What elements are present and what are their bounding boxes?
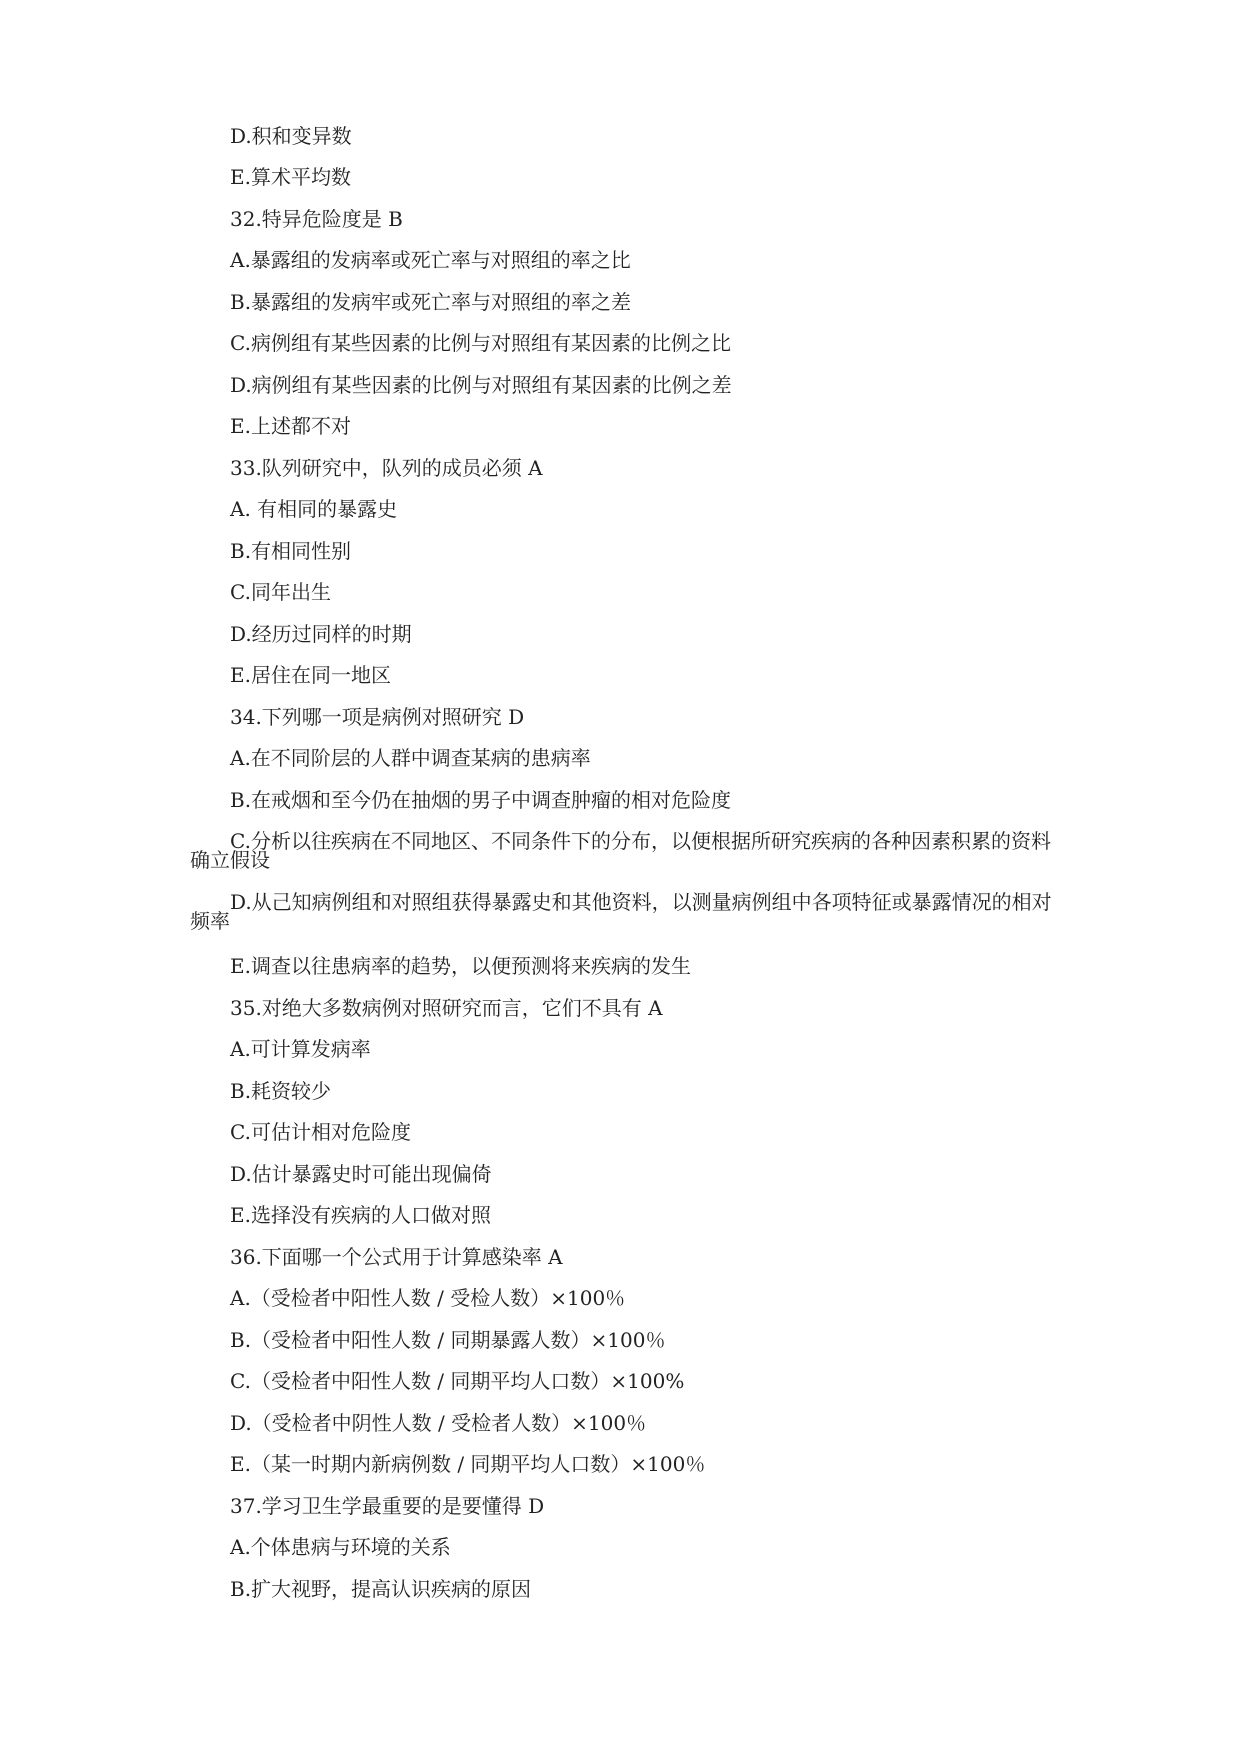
question-line: 34.下列哪一项是病例对照研究 D — [230, 705, 525, 729]
option-line: A.可计算发病率 — [230, 1037, 371, 1061]
question-line: 36.下面哪一个公式用于计算感染率 A — [230, 1245, 563, 1269]
option-line: D.从己知病例组和对照组获得暴露史和其他资料，以测量病例组中各项特征或暴露情况的相对频率 — [190, 890, 1052, 933]
option-line: A.暴露组的发病率或死亡率与对照组的率之比 — [230, 248, 631, 272]
option-line: C.（受检者中阳性人数 / 同期平均人口数）×100% — [230, 1369, 685, 1393]
option-line: D.（受检者中阴性人数 / 受检者人数）×100％ — [230, 1411, 647, 1435]
question-line: 33.队列研究中，队列的成员必须 A — [230, 456, 543, 480]
option-line: E.居住在同一地区 — [230, 663, 391, 687]
option-line: E.（某一时期内新病例数 / 同期平均人口数）×100％ — [230, 1452, 706, 1476]
option-line: D.估计暴露史时可能出现偏倚 — [230, 1162, 492, 1186]
option-line: E.调查以往患病率的趋势，以便预测将来疾病的发生 — [230, 954, 691, 978]
option-line: B.在戒烟和至今仍在抽烟的男子中调查肿瘤的相对危险度 — [230, 788, 732, 812]
option-line: B.耗资较少 — [230, 1079, 332, 1103]
question-line: 37.学习卫生学最重要的是要懂得 D — [230, 1494, 545, 1518]
option-line: D.经历过同样的时期 — [230, 622, 412, 646]
option-line: B.有相同性别 — [230, 539, 352, 563]
option-line: A.个体患病与环境的关系 — [230, 1535, 451, 1559]
option-line: D.病例组有某些因素的比例与对照组有某因素的比例之差 — [230, 373, 732, 397]
option-line: B.（受检者中阳性人数 / 同期暴露人数）×100％ — [230, 1328, 666, 1352]
option-line: A.在不同阶层的人群中调查某病的患病率 — [230, 746, 591, 770]
option-line: C.可估计相对危险度 — [230, 1120, 411, 1144]
option-line: A.（受检者中阳性人数 / 受检人数）×100％ — [230, 1286, 626, 1310]
option-line: E.上述都不对 — [230, 414, 351, 438]
option-line: E.算术平均数 — [230, 165, 351, 189]
option-line: A. 有相同的暴露史 — [230, 497, 398, 521]
option-line: E.选择没有疾病的人口做对照 — [230, 1203, 491, 1227]
option-line: B.扩大视野，提高认识疾病的原因 — [230, 1577, 532, 1601]
option-line: C.同年出生 — [230, 580, 331, 604]
option-line: B.暴露组的发病牢或死亡率与对照组的率之差 — [230, 290, 632, 314]
option-line: C.病例组有某些因素的比例与对照组有某因素的比例之比 — [230, 331, 731, 355]
option-line: C.分析以往疾病在不同地区、不同条件下的分布，以便根据所研究疾病的各种因素积累的资料确立假设 — [190, 829, 1051, 872]
question-line: 32.特异危险度是 B — [230, 207, 403, 231]
question-line: 35.对绝大多数病例对照研究而言，它们不具有 A — [230, 996, 663, 1020]
option-line: D.积和变异数 — [230, 124, 352, 148]
